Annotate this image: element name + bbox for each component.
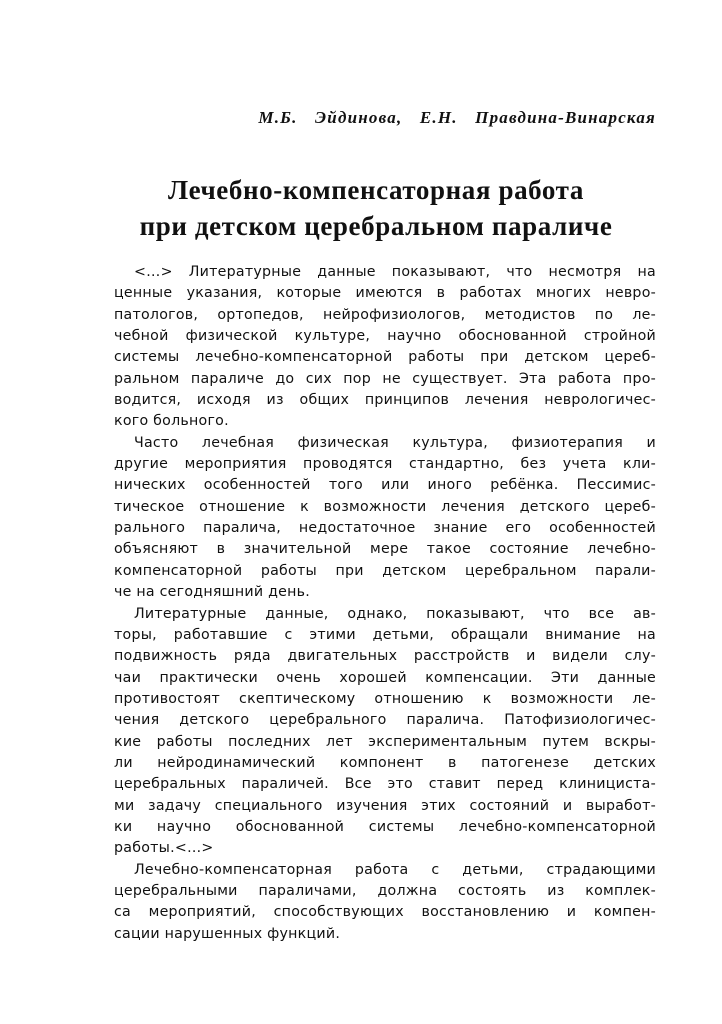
text-line: ценные указания, которые имеются в работах многих невро- <box>114 285 656 302</box>
text-line: чебной физической культуре, научно обоснованной стройной <box>114 328 656 345</box>
text-line: че на сегодняшний день. <box>114 584 311 601</box>
text-line: са мероприятий, способствующих восстановлению и компен- <box>114 904 656 921</box>
authors-line: М.Б. Эйдинова, Е.Н. Правдина-Винарская <box>258 108 656 127</box>
text-line: патологов, ортопедов, нейрофизиологов, методистов по ле- <box>114 306 656 323</box>
text-line: Лечебно-компенсаторная работа с детьми, страдающими <box>134 861 656 878</box>
paragraph-2 <box>114 433 656 604</box>
paragraph-3 <box>114 604 656 860</box>
text-line: ми задачу специального изучения этих состояний и выработ- <box>114 797 656 814</box>
text-line: чаи практически очень хорошей компенсации. Эти данные <box>114 669 656 686</box>
text-line: <…> Литературные данные показывают, что несмотря на <box>134 264 656 280</box>
text-line: ли нейродинамический компонент в патогенезе детских <box>114 754 656 771</box>
text-line: торы, работавшие с этими детьми, обращали внимание на <box>114 626 656 643</box>
title-line-2: при детском церебральном параличе <box>139 211 613 241</box>
text-line: церебральными параличами, должна состоять из комплек- <box>114 882 656 899</box>
text-line: противостоят скептическому отношению к возможности ле- <box>114 690 656 707</box>
text-line: водится, исходя из общих принципов лечения неврологичес- <box>114 392 656 409</box>
text-line: кого больного. <box>114 413 229 430</box>
text-line: компенсаторной работы при детском церебральном парали- <box>114 562 656 579</box>
article-body <box>114 262 656 945</box>
text-line: церебральных параличей. Все это ставит перед клинициста- <box>114 776 656 793</box>
title-line-1: Лечебно-компенсаторная работа <box>168 175 584 205</box>
text-line: кие работы последних лет экспериментальным путем вскры- <box>114 733 656 750</box>
text-line: рального паралича, недостаточное знание его особенностей <box>114 520 656 537</box>
text-line: чения детского церебрального паралича. Патофизиологичес- <box>114 712 656 729</box>
text-line: Часто лечебная физическая культура, физиотерапия и <box>134 434 656 451</box>
article-title <box>96 172 656 244</box>
text-line: Литературные данные, однако, показывают, что все ав- <box>134 605 656 622</box>
text-line: другие мероприятия проводятся стандартно, без учета кли- <box>114 456 656 473</box>
text-line: системы лечебно-компенсаторной работы при детском цереб- <box>114 349 656 366</box>
paragraph-1 <box>114 262 656 433</box>
text-line: сации нарушенных функций. <box>114 925 341 942</box>
text-line: тическое отношение к возможности лечения детского цереб- <box>114 498 656 515</box>
text-line: ки научно обоснованной системы лечебно-компенсаторной <box>114 818 656 835</box>
paragraph-4 <box>114 860 656 945</box>
text-line: подвижность ряда двигательных расстройств и видели слу- <box>114 648 656 665</box>
text-line: ральном параличе до сих пор не существует. Эта работа про- <box>114 370 656 387</box>
text-line: работы.<…> <box>114 840 214 857</box>
text-line: объясняют в значительной мере такое состояние лечебно- <box>114 541 656 558</box>
text-line: нических особенностей того или иного ребёнка. Пессимис- <box>114 477 656 494</box>
